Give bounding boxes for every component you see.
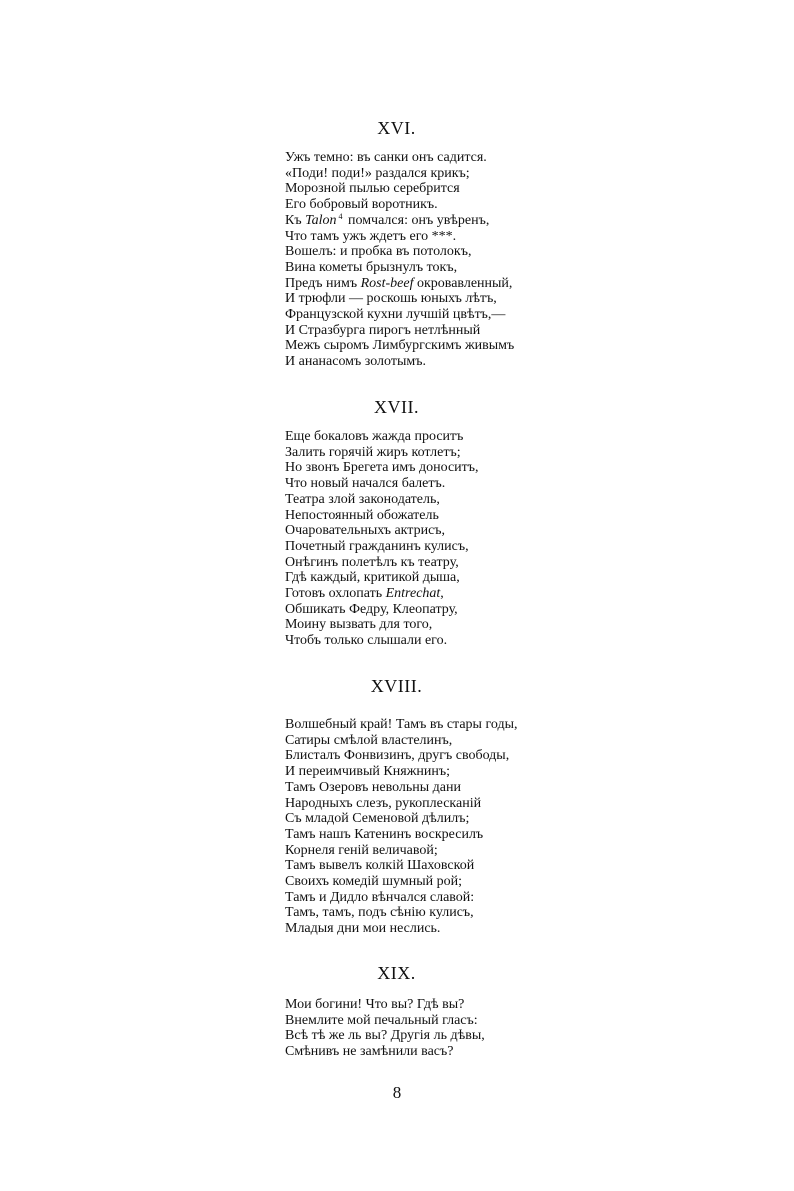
verse-line xyxy=(285,733,517,749)
footnote-marker: 4 xyxy=(338,211,343,221)
verse-text: Обшикать Федру, Клеопатру, xyxy=(285,601,458,617)
verse-line xyxy=(285,166,514,182)
verse-line xyxy=(285,617,479,633)
verse-text: Готовъ охлопать xyxy=(285,586,386,602)
stanza-lines xyxy=(285,150,514,370)
verse-text: Вина кометы брызнулъ токъ, xyxy=(285,259,458,275)
verse-text: помчался: онъ увѣренъ, xyxy=(344,212,490,228)
verse-text: Сатиры смѣлой властелинъ, xyxy=(285,732,453,748)
verse-line xyxy=(285,291,514,307)
italic-text: Talon xyxy=(305,212,337,228)
verse-line xyxy=(285,539,479,555)
verse-line xyxy=(285,905,517,921)
verse-line xyxy=(285,796,517,812)
verse-text: Театра злой законодатель, xyxy=(285,491,440,507)
verse-text: Ужъ темно: въ санки онъ садится. xyxy=(285,150,487,165)
verse-text: Вошелъ: и пробка въ потолокъ, xyxy=(285,244,472,260)
verse-line xyxy=(285,508,479,524)
verse-line xyxy=(285,244,514,260)
verse-line xyxy=(285,997,485,1013)
verse-line xyxy=(285,874,517,890)
stanza-number: XVI. xyxy=(377,118,416,138)
verse-line xyxy=(285,354,514,370)
verse-line xyxy=(285,276,514,292)
verse-line xyxy=(285,811,517,827)
verse-text: Волшебный край! Тамъ въ стары годы, xyxy=(285,717,518,732)
verse-text: Тамъ Озеровъ невольны дани xyxy=(285,779,461,795)
verse-line xyxy=(285,338,514,354)
verse-line xyxy=(285,858,517,874)
verse-line xyxy=(285,717,517,733)
verse-text: Внемлите мой печальный гласъ: xyxy=(285,1012,478,1028)
verse-line xyxy=(285,260,514,276)
verse-text: , xyxy=(440,586,444,602)
verse-text: Почетный гражданинъ кулисъ, xyxy=(285,538,469,554)
verse-line xyxy=(285,555,479,571)
verse-line xyxy=(285,921,517,937)
verse-line xyxy=(285,1028,485,1044)
stanza-lines xyxy=(285,429,479,649)
verse-line xyxy=(285,602,479,618)
verse-text: Мои богини! Что вы? Гдѣ вы? xyxy=(285,997,465,1012)
verse-line xyxy=(285,780,517,796)
italic-text: Entrechat xyxy=(385,586,441,602)
verse-text: Но звонъ Брегета имъ доноситъ, xyxy=(285,460,479,476)
verse-text: Еще бокаловъ жажда проситъ xyxy=(285,429,464,444)
stanza-number: XVIII. xyxy=(370,676,423,696)
verse-text: Залить горячій жиръ котлетъ; xyxy=(285,444,461,460)
verse-text: И трюфли — роскошь юныхъ лѣтъ, xyxy=(285,291,497,307)
verse-line xyxy=(285,523,479,539)
verse-text: И Стразбурга пирогъ нетлѣнный xyxy=(285,322,481,338)
verse-text: «Поди! поди!» раздался крикъ; xyxy=(285,165,470,181)
verse-text: И ананасомъ золотымъ. xyxy=(285,354,426,370)
verse-line xyxy=(285,1013,485,1029)
verse-line xyxy=(285,570,479,586)
verse-line xyxy=(285,633,479,649)
verse-text: Межъ сыромъ Лимбургскимъ живымъ xyxy=(285,338,515,354)
verse-text: Смѣнивъ не замѣнили васъ? xyxy=(285,1044,454,1060)
verse-line xyxy=(285,213,514,229)
verse-line xyxy=(285,429,479,445)
verse-text: Тамъ, тамъ, подъ сѣнію кулисъ, xyxy=(285,905,474,921)
verse-text: Гдѣ каждый, критикой дыша, xyxy=(285,570,460,586)
verse-text: Морозной пылью серебрится xyxy=(285,181,460,197)
verse-line xyxy=(285,586,479,602)
italic-text: Rost-beef xyxy=(360,275,414,291)
verse-text: Его бобровый воротникъ. xyxy=(285,197,438,213)
verse-text: Корнеля геній величавой; xyxy=(285,842,438,858)
verse-text: Своихъ комедій шумный рой; xyxy=(285,874,462,890)
verse-line xyxy=(285,323,514,339)
verse-text: Къ xyxy=(285,212,306,228)
verse-text: Съ младой Семеновой дѣлилъ; xyxy=(285,811,470,827)
verse-text: Что тамъ ужъ ждетъ его ***. xyxy=(285,228,457,244)
verse-line xyxy=(285,150,514,166)
verse-text: Моину вызвать для того, xyxy=(285,617,433,633)
verse-line xyxy=(285,181,514,197)
verse-text: Что новый начался балетъ. xyxy=(285,476,446,492)
stanza-lines xyxy=(285,997,485,1060)
verse-text: Тамъ вывелъ колкій Шаховской xyxy=(285,858,475,874)
verse-text: Народныхъ слезъ, рукоплесканій xyxy=(285,795,482,811)
verse-text: окровавленный, xyxy=(413,275,513,291)
verse-line xyxy=(285,229,514,245)
verse-text: Французской кухни лучшій цвѣтъ,— xyxy=(285,307,506,323)
verse-text: Онѣгинъ полетѣлъ къ театру, xyxy=(285,554,459,570)
verse-text: Младыя дни мои неслись. xyxy=(285,921,441,937)
stanza-lines xyxy=(285,717,517,937)
verse-text: Непостоянный обожатель xyxy=(285,507,439,523)
verse-line xyxy=(285,764,517,780)
verse-line xyxy=(285,748,517,764)
verse-text: Предъ нимъ xyxy=(285,275,361,291)
verse-line xyxy=(285,843,517,859)
stanza-number: XVII. xyxy=(374,397,419,417)
verse-line xyxy=(285,476,479,492)
verse-line xyxy=(285,460,479,476)
verse-text: Тамъ и Дидло вѣнчался славой: xyxy=(285,889,475,905)
verse-line xyxy=(285,827,517,843)
verse-line xyxy=(285,1044,485,1060)
verse-line xyxy=(285,445,479,461)
verse-text: Тамъ нашъ Катенинъ воскресилъ xyxy=(285,826,484,842)
verse-text: Очаровательныхъ актрисъ, xyxy=(285,523,446,539)
verse-text: Чтобъ только слышали его. xyxy=(285,633,448,649)
verse-text: И переимчивый Княжнинъ; xyxy=(285,764,450,780)
page-number: 8 xyxy=(392,1083,402,1102)
verse-line xyxy=(285,197,514,213)
verse-line xyxy=(285,492,479,508)
verse-text: Всѣ тѣ же ль вы? Другія ль дѣвы, xyxy=(285,1028,485,1044)
verse-text: Блисталъ Фонвизинъ, другъ свободы, xyxy=(285,748,510,764)
verse-line xyxy=(285,890,517,906)
stanza-number: XIX. xyxy=(377,963,416,983)
verse-line xyxy=(285,307,514,323)
